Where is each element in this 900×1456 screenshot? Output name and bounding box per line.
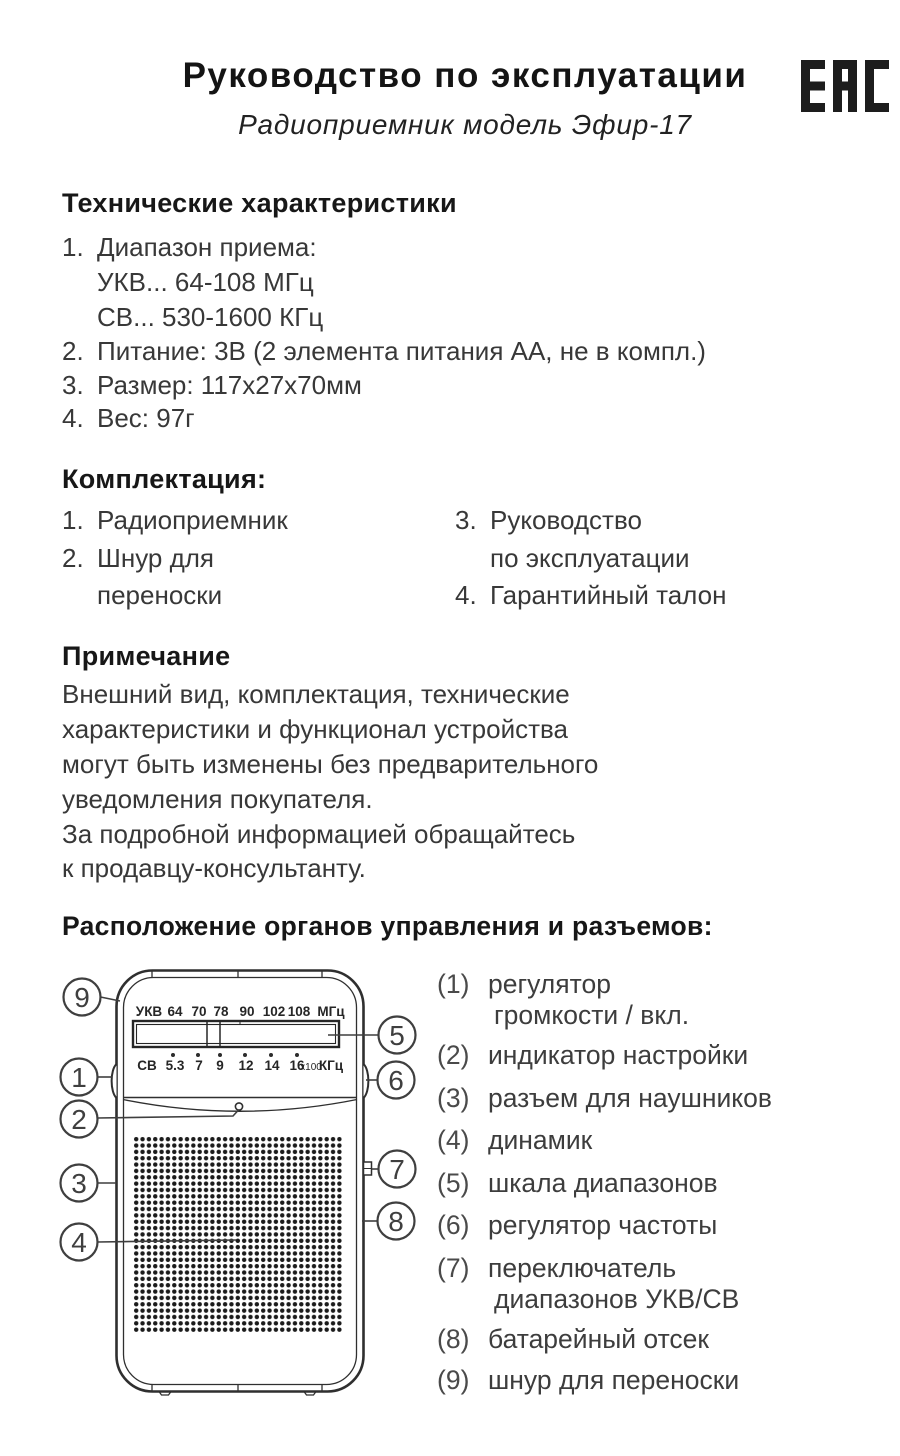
package-item: 3. Руководство bbox=[455, 505, 642, 535]
note-text-line: уведомления покупателя. bbox=[62, 784, 373, 814]
callout-number-7: 7 bbox=[389, 1154, 405, 1185]
callout-item-cont: громкости / вкл. bbox=[494, 1000, 690, 1030]
note-text-line: могут быть изменены без предварительного bbox=[62, 749, 599, 779]
am-scale-multiplier: х100 bbox=[300, 1062, 322, 1073]
am-scale-label: 14 bbox=[264, 1058, 280, 1073]
callout-number-6: 6 bbox=[388, 1065, 404, 1096]
am-scale-label: СВ bbox=[137, 1058, 157, 1073]
package-item: переноски bbox=[97, 580, 223, 610]
callout-item: (9) шнур для переноски bbox=[437, 1365, 740, 1395]
note-text-line: характеристики и функционал устройства bbox=[62, 714, 568, 744]
am-scale-label: 12 bbox=[238, 1058, 254, 1073]
am-scale-label: 7 bbox=[195, 1058, 203, 1073]
callout-number-8: 8 bbox=[388, 1206, 404, 1237]
callout-number-2: 2 bbox=[71, 1104, 87, 1135]
spec-line: УКВ... 64-108 МГц bbox=[97, 267, 314, 297]
fm-scale-label: 78 bbox=[213, 1004, 229, 1019]
callout-item: (2) индикатор настройки bbox=[437, 1040, 749, 1070]
callout-number-5: 5 bbox=[389, 1020, 405, 1051]
fm-scale-label: 90 bbox=[239, 1004, 255, 1019]
spec-line: 4. Вес: 97г bbox=[62, 403, 195, 433]
page-title: Руководство по эксплуатации bbox=[182, 56, 748, 95]
spec-line: СВ... 530-1600 КГц bbox=[97, 302, 324, 332]
section-heading-note: Примечание bbox=[62, 641, 231, 671]
callout-number-4: 4 bbox=[71, 1227, 87, 1258]
volume-wheel bbox=[112, 1064, 117, 1098]
am-scale-label: 16 bbox=[289, 1058, 305, 1073]
note-text-line: к продавцу-консультанту. bbox=[62, 853, 366, 883]
callout-number-1: 1 bbox=[71, 1062, 87, 1093]
fm-scale-label: 108 bbox=[287, 1004, 311, 1019]
tuning-indicator-led bbox=[235, 1103, 242, 1110]
page-subtitle: Радиоприемник модель Эфир-17 bbox=[238, 109, 692, 140]
spec-line: 3. Размер: 117х27х70мм bbox=[62, 370, 362, 400]
radio-diagram bbox=[48, 955, 440, 1435]
eac-logo bbox=[801, 60, 893, 114]
eac-letters bbox=[801, 60, 889, 112]
am-scale-label: 5.3 bbox=[165, 1058, 185, 1073]
fm-scale-label: 102 bbox=[262, 1004, 286, 1019]
spec-line: 2. Питание: 3В (2 элемента питания АА, не в компл.) bbox=[62, 336, 706, 366]
speaker-grille bbox=[133, 1136, 342, 1332]
am-scale-unit: КГц bbox=[318, 1058, 344, 1073]
am-scale-label: 9 bbox=[216, 1058, 224, 1073]
callout-number-3: 3 bbox=[71, 1168, 87, 1199]
fm-scale-label: 64 bbox=[167, 1004, 183, 1019]
callout-item: (7) переключатель bbox=[437, 1253, 677, 1283]
section-heading-layout: Расположение органов управления и разъемов: bbox=[62, 911, 713, 941]
package-item: 2. Шнур для bbox=[62, 543, 214, 573]
callout-item: (5) шкала диапазонов bbox=[437, 1168, 718, 1198]
callout-item-cont: диапазонов УКВ/СВ bbox=[494, 1284, 740, 1314]
callout-item: (1) регулятор bbox=[437, 969, 611, 999]
section-heading-package: Комплектация: bbox=[62, 464, 267, 494]
callout-item: (3) разъем для наушников bbox=[437, 1083, 772, 1113]
package-item: по эксплуатации bbox=[490, 543, 690, 573]
note-text-line: За подробной информацией обращайтесь bbox=[62, 819, 576, 849]
section-heading-specs: Технические характеристики bbox=[62, 188, 457, 218]
fm-scale-label: 70 bbox=[191, 1004, 207, 1019]
package-item: 1. Радиоприемник bbox=[62, 505, 288, 535]
band-switch bbox=[364, 1162, 372, 1175]
callout-number-9: 9 bbox=[74, 982, 90, 1013]
callout-item: (4) динамик bbox=[437, 1125, 593, 1155]
note-text-line: Внешний вид, комплектация, технические bbox=[62, 679, 570, 709]
callout-item: (8) батарейный отсек bbox=[437, 1324, 710, 1354]
fm-scale-label: УКВ bbox=[135, 1004, 163, 1019]
tuning-wheel bbox=[364, 1064, 369, 1098]
spec-line: 1. Диапазон приема: bbox=[62, 232, 317, 262]
package-item: 4. Гарантийный талон bbox=[455, 580, 727, 610]
callout-item: (6) регулятор частоты bbox=[437, 1210, 718, 1240]
fm-scale-unit: МГц bbox=[317, 1004, 345, 1019]
